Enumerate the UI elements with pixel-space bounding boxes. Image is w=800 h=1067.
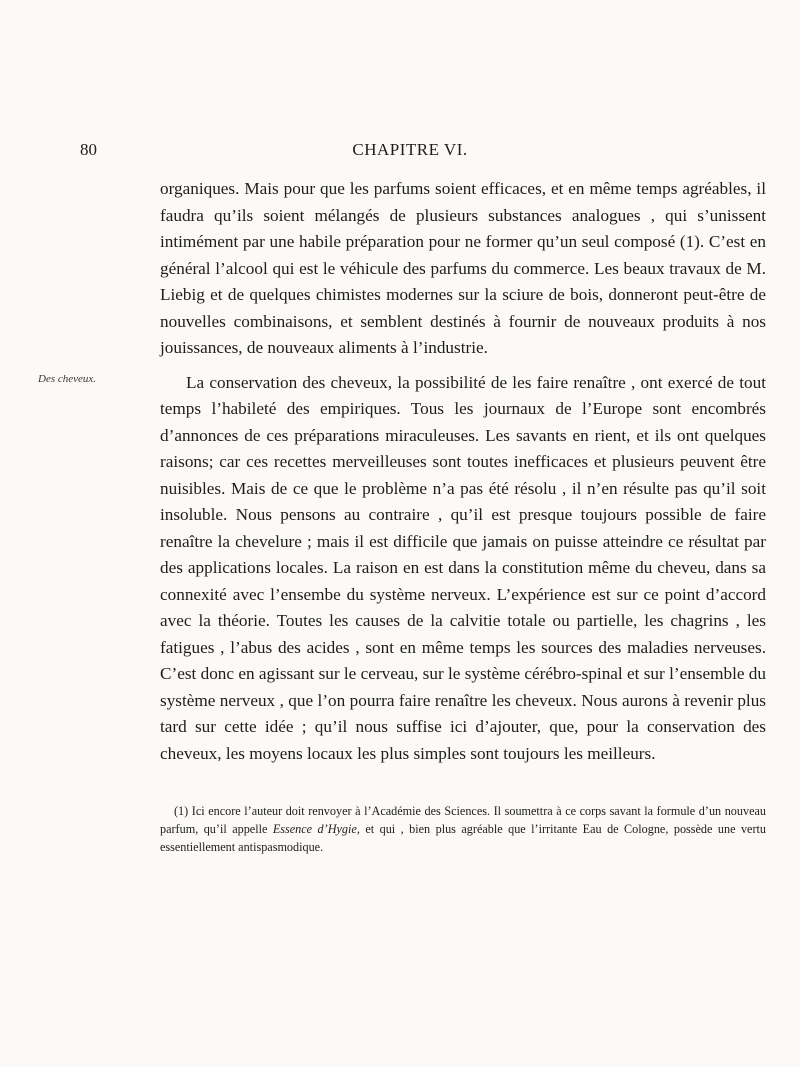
- footnote-text-start: (1) Ici encore l’auteur doit renvoyer à l’Académie des Sciences. Il soumettra à ce corps savant la formule d’un nouveau parfum, qu’il appelle: [160, 804, 766, 836]
- footnote-emphasis: Essence d’Hygie: [272, 822, 357, 836]
- running-head: CHAPITRE VI.: [352, 140, 468, 159]
- footnote-text-end: , et qui , bien plus agréable que l’irritante Eau de Cologne, possède une vertu essentiellement antispasmodique.: [160, 822, 766, 854]
- footnote-text: [160, 802, 766, 856]
- paragraph: La conservation des cheveux, la possibilité de les faire renaître , ont exercé de tout temps l’habileté des empiriques. Tous les journaux de l’Europe sont encombrés d’annonces de ces préparations miraculeuses. Les savants en rient, et ils ont quelques raisons; car ces recettes merveilleuses sont toutes inefficaces et plusieurs peuvent être nuisibles. Mais de ce que le problème n’a pas été résolu , il n’en résulte pas qu’il soit insoluble. Nous pensons au contraire , qu’il est presque toujours possible de faire renaître la chevelure ; mais il est difficile que jamais on puisse atteindre ce résultat par des applications locales. La raison en est dans la constitution même du cheveu, dans sa connexité avec l’ensembe du système nerveux. L’expérience est sur ce point d’accord avec la théorie. Toutes les causes de la calvitie totale ou partielle, les chagrins , les fatigues , l’abus des acides , sont en même temps les sources des maladies nerveuses. C’est donc en agissant sur le cerveau, sur le système cérébro-spinal et sur l’ensemble du système nerveux , que l’on pourra faire renaître les cheveux. Nous aurons à revenir plus tard sur cette idée ; qu’il nous suffise ici d’ajouter, que, pour la conservation des cheveux, les moyens locaux les plus simples sont toujours les meilleurs.: [160, 372, 766, 763]
- footnote: [160, 802, 766, 856]
- page-header: [80, 140, 720, 166]
- margin-note: Des cheveux.: [38, 373, 97, 385]
- body-text: [160, 176, 766, 767]
- page-number: 80: [80, 140, 97, 159]
- paragraph: organiques. Mais pour que les parfums soient efficaces, et en même temps agréables, il faudra qu’ils soient mélangés de plusieurs substances analogues , qui s’unissent intimément par une habile préparation pour ne former qu’un seul composé (1). C’est en général l’alcool qui est le véhicule des parfums du commerce. Les beaux travaux de M. Liebig et de quelques chimistes modernes sur la sciure de bois, donneront peut-être de nouvelles combinaisons, et semblent destinés à fournir de nouveaux produits à nos jouissances, de nouveaux aliments à l’industrie.: [160, 179, 766, 357]
